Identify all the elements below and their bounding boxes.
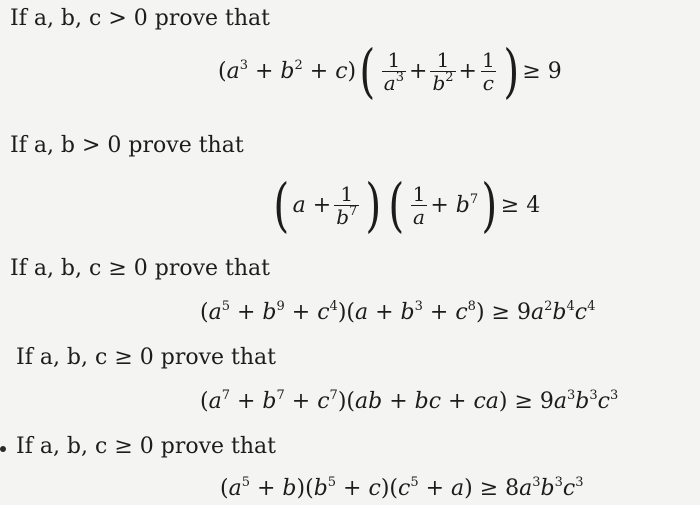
problem-2-statement: If a, b > 0 prove that — [10, 133, 244, 158]
problem-4-statement: If a, b, c ≥ 0 prove that — [16, 345, 276, 370]
problem-4-inequality: $(a^7 + b^7 + c^7)(ab$ + bc + $ca) \ge 9a^3b^3c^3$ — [200, 388, 619, 414]
bullet-marker — [0, 446, 6, 452]
problem-5-statement: If a, b, c ≥ 0 prove that — [16, 434, 276, 459]
problem-1-inequality: $(a^3 + b^2 + c)$ ( $\frac{1}{a^3}$ + $\frac{1}{b^2}$ + $\frac{1}{c}$ ) ≥ 9 — [218, 37, 562, 105]
problem-5-inequality: $(a^5 + b)(b^5 + c)(c^5 + a) \ge 8a^3b^3c^3$ — [220, 475, 584, 501]
problem-1-statement: If a, b, c > 0 prove that — [10, 6, 270, 31]
problem-2-inequality: ( a + $\frac{1}{b^7}$ ) ( $\frac{1}{a}$ + $b^7$ ) ≥ 4 — [273, 171, 541, 239]
problem-3-inequality: $(a^5 + b^9 + c^4)(a + b^3 + c^8) \ge 9a^2b^4c^4$ — [200, 299, 596, 325]
problem-3-statement: If a, b, c ≥ 0 prove that — [10, 256, 270, 281]
